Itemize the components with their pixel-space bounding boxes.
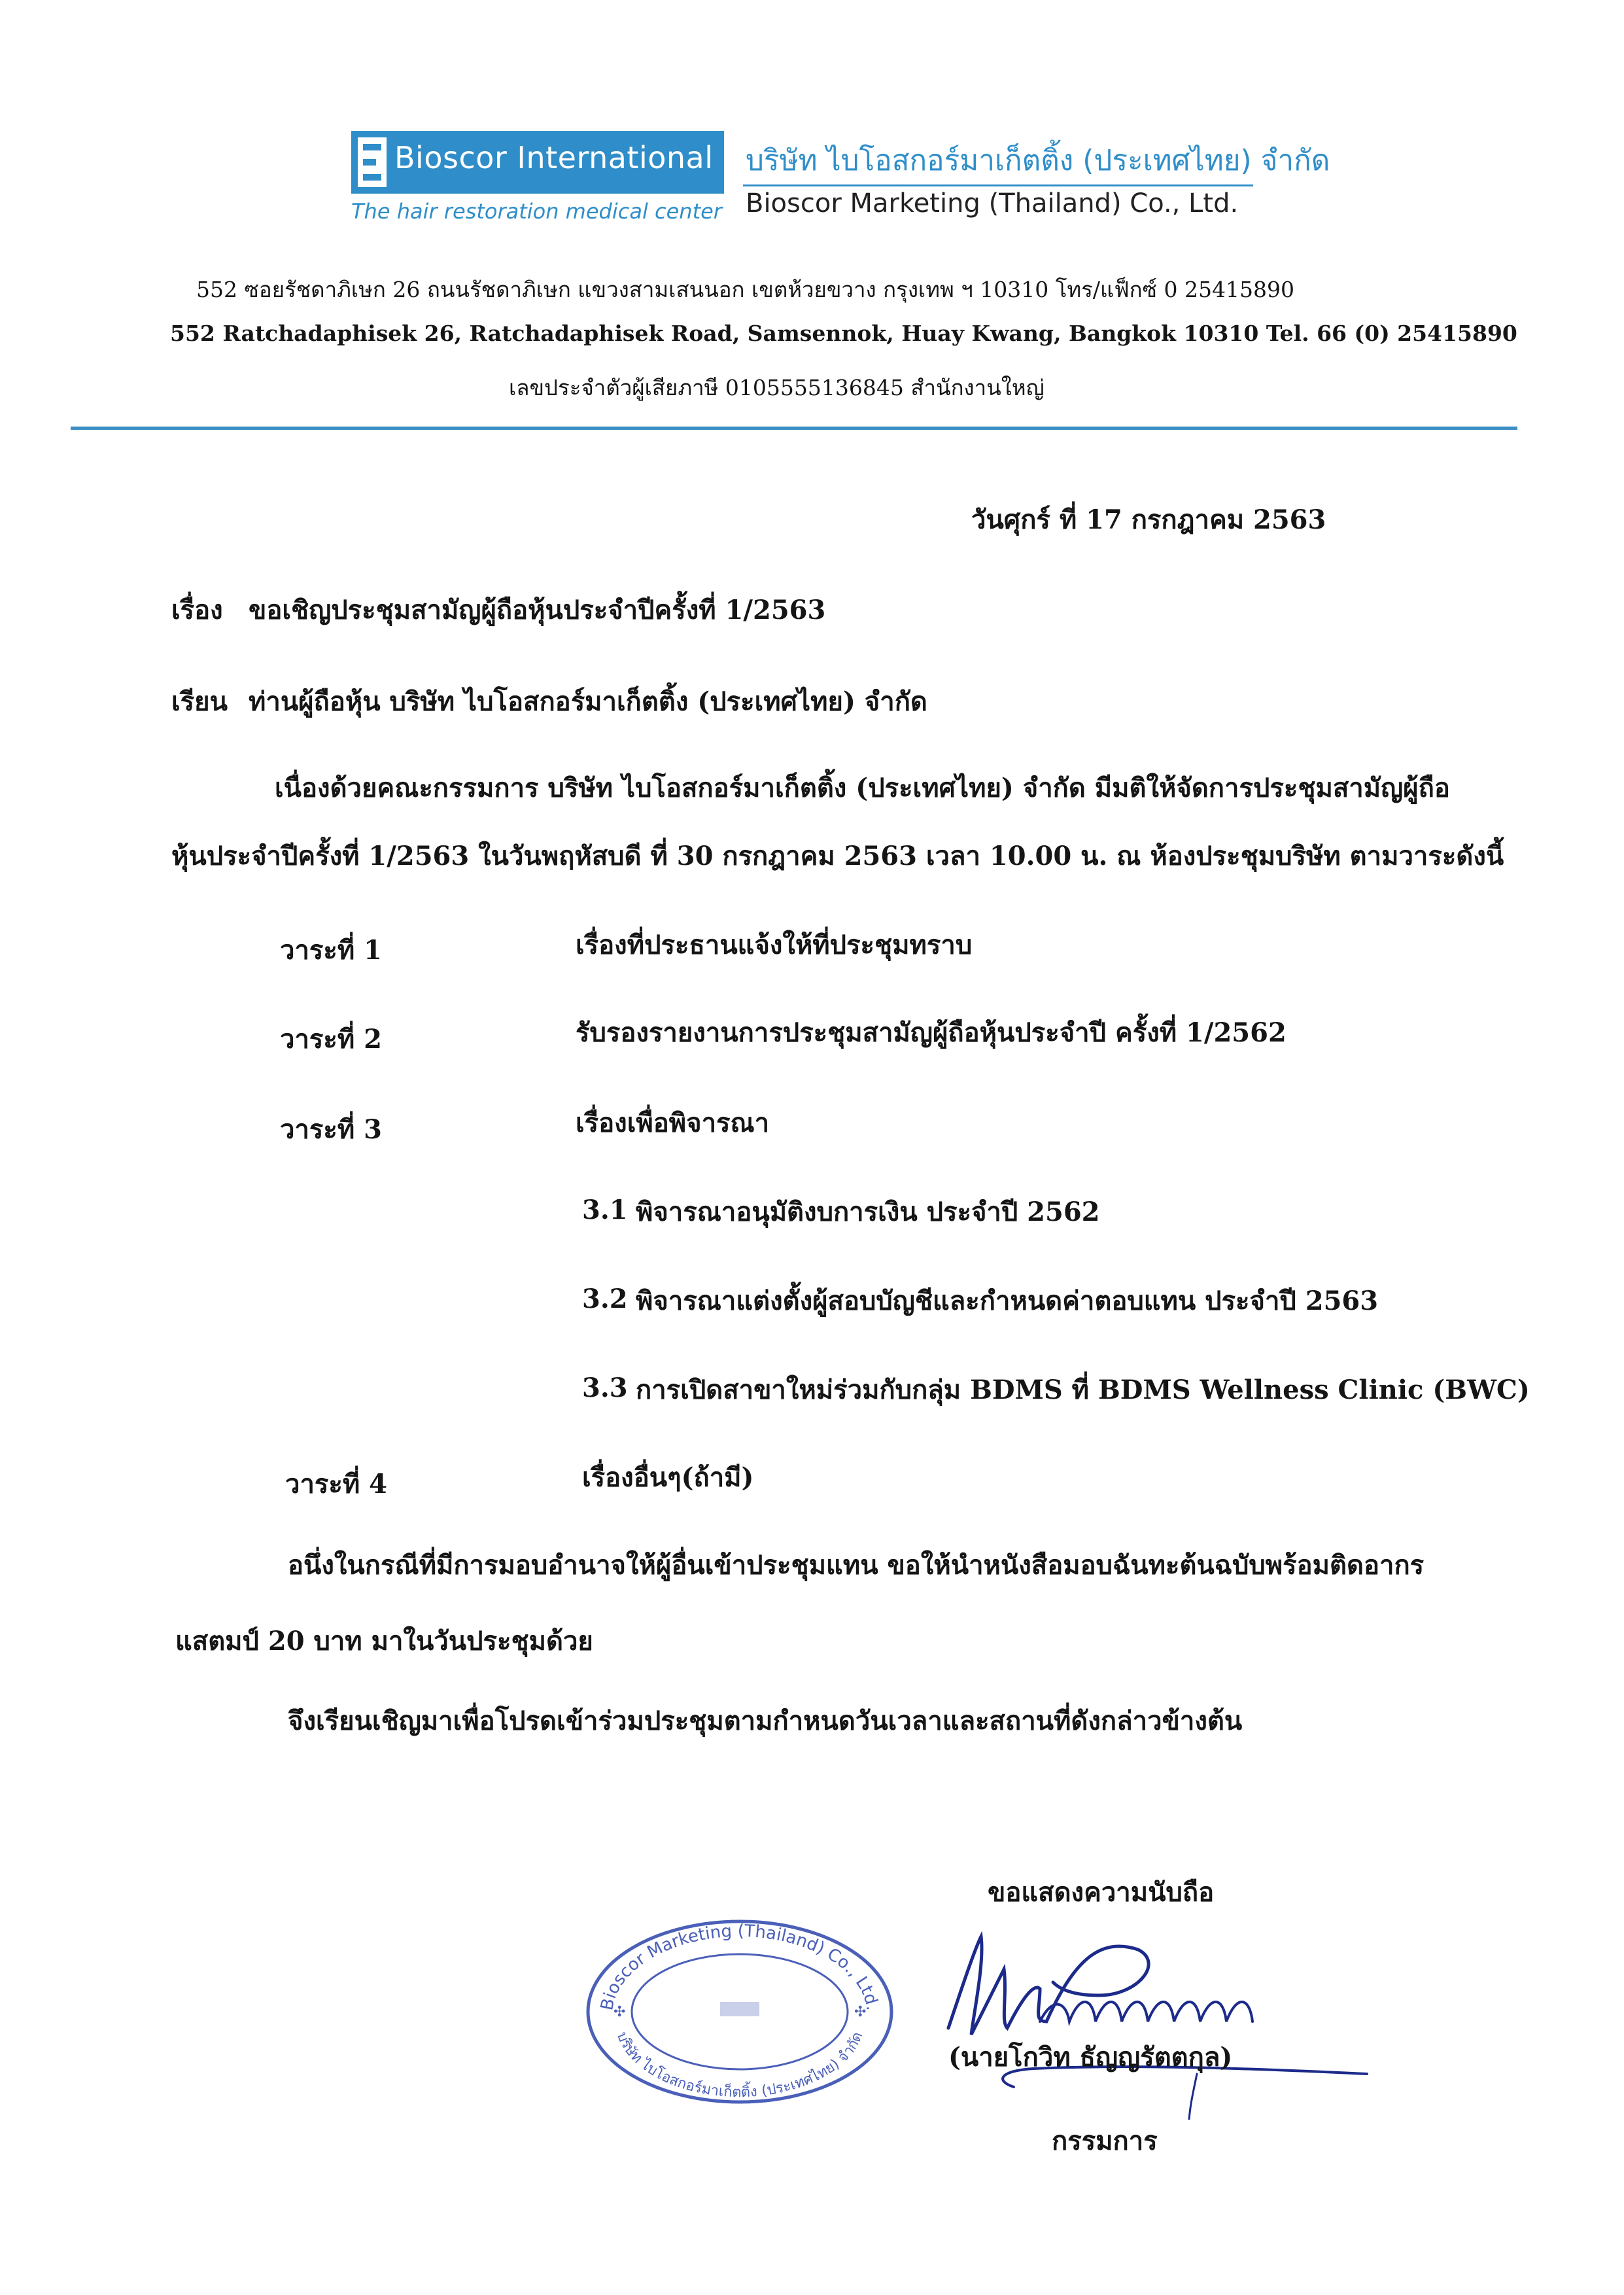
subject-label: เรื่อง [171, 595, 223, 625]
closing-invitation: จึงเรียนเชิญมาเพื่อโปรดเข้าร่วมประชุมตามกำหนดวันเวลาและสถานที่ดังกล่าวข้างต้น [288, 1706, 1243, 1736]
handwritten-signature [942, 1923, 1373, 2120]
agenda-label-1: วาระที่ 1 [280, 935, 383, 966]
address-english: 552 Ratchadaphisek 26, Ratchadaphisek Road, Samsennok, Huay Kwang, Bangkok 10310 Tel. 66 (0) 25415890 [170, 321, 1517, 346]
agenda-item-1: เรื่องที่ประธานแจ้งให้ที่ประชุมทราบ [576, 930, 973, 960]
logo-box [351, 131, 724, 194]
company-name-english: Bioscor Marketing (Thailand) Co., Ltd. [746, 188, 1239, 219]
sub-item-number-1: 3.1 [582, 1195, 628, 1225]
svg-text:✣: ✣ [854, 2004, 867, 2020]
sub-item-1: พิจารณาอนุมัติงบการเงิน ประจำปี 2562 [636, 1197, 1100, 1227]
signer-name: (นายโกวิท ธัญญรัตตกุล) [948, 2042, 1233, 2073]
sub-item-3: การเปิดสาขาใหม่ร่วมกับกลุ่ม BDMS ที่ BDMS Wellness Clinic (BWC) [636, 1375, 1530, 1405]
proxy-line-2: แสตมป์ 20 บาท มาในวันประชุมด้วย [175, 1626, 593, 1656]
sub-item-number-2: 3.2 [582, 1284, 628, 1314]
letterhead-divider [71, 427, 1517, 430]
sub-item-number-3: 3.3 [582, 1373, 628, 1403]
proxy-line-1: อนึ่งในกรณีที่มีการมอบอำนาจให้ผู้อื่นเข้าประชุมแทน ขอให้นำหนังสือมอบฉันทะต้นฉบับพร้อมติดอากร [288, 1550, 1425, 1581]
logo-mark-icon [358, 137, 387, 187]
recipient-text: ท่านผู้ถือหุ้น บริษัท ไบโอสกอร์มาเก็ตติ้ง (ประเทศไทย) จำกัด [249, 686, 927, 717]
logo-tagline: The hair restoration medical center [351, 199, 722, 224]
svg-text:✣: ✣ [613, 2004, 626, 2020]
tax-id-line: เลขประจำตัวผู้เสียภาษี 0105555136845 สำนักงานใหญ่ [509, 375, 1045, 400]
company-logo [351, 131, 731, 229]
agenda-label-3: วาระที่ 3 [280, 1114, 383, 1145]
regards: ขอแสดงความนับถือ [988, 1877, 1215, 1908]
company-name-thai: บริษัท ไบโอสกอร์มาเก็ตติ้ง (ประเทศไทย) จำกัด [746, 144, 1330, 177]
sub-item-2: พิจารณาแต่งตั้งผู้สอบบัญชีและกำหนดค่าตอบแทน ประจำปี 2563 [636, 1286, 1379, 1316]
recipient-label: เรียน [171, 686, 228, 717]
signer-title: กรรมการ [1052, 2126, 1158, 2156]
agenda-item-4: เรื่องอื่นๆ(ถ้ามี) [582, 1462, 754, 1493]
agenda-item-3: เรื่องเพื่อพิจารณา [576, 1108, 770, 1138]
letter-date: วันศุกร์ ที่ 17 กรกฎาคม 2563 [971, 504, 1326, 535]
subject-text: ขอเชิญประชุมสามัญผู้ถือหุ้นประจำปีครั้งที่ 1/2563 [249, 595, 826, 625]
intro-line-1: เนื่องด้วยคณะกรรมการ บริษัท ไบโอสกอร์มาเก็ตติ้ง (ประเทศไทย) จำกัด มีมติให้จัดการประชุมสามัญผู้ถือ [275, 773, 1450, 803]
company-seal-stamp [579, 1917, 900, 2107]
logo-name: Bioscor International [394, 140, 714, 175]
intro-line-2: หุ้นประจำปีครั้งที่ 1/2563 ในวันพฤหัสบดี ที่ 30 กรกฎาคม 2563 เวลา 10.00 น. ณ ห้องประชุมบริษัท ตามวาระดังนี้ [171, 841, 1504, 871]
agenda-item-2: รับรองรายงานการประชุมสามัญผู้ถือหุ้นประจำปี ครั้งที่ 1/2562 [576, 1017, 1287, 1048]
company-name-divider [743, 184, 1253, 186]
address-thai: 552 ซอยรัชดาภิเษก 26 ถนนรัชดาภิเษก แขวงสามเสนนอก เขตห้วยขวาง กรุงเทพ ฯ 10310 โทร/แฟ็กซ์ 0 25415890 [196, 277, 1294, 302]
svg-text:บริษัท ไบโอสกอร์มาเก็ตติ้ง (ปร: บริษัท ไบโอสกอร์มาเก็ตติ้ง (ประเทศไทย) จำกัด [613, 2029, 867, 2101]
agenda-label-2: วาระที่ 2 [280, 1024, 383, 1055]
agenda-label-4: วาระที่ 4 [285, 1469, 388, 1499]
svg-text:Bioscor Marketing (Thailand) C: Bioscor Marketing (Thailand) Co., Ltd. [597, 1921, 882, 2012]
